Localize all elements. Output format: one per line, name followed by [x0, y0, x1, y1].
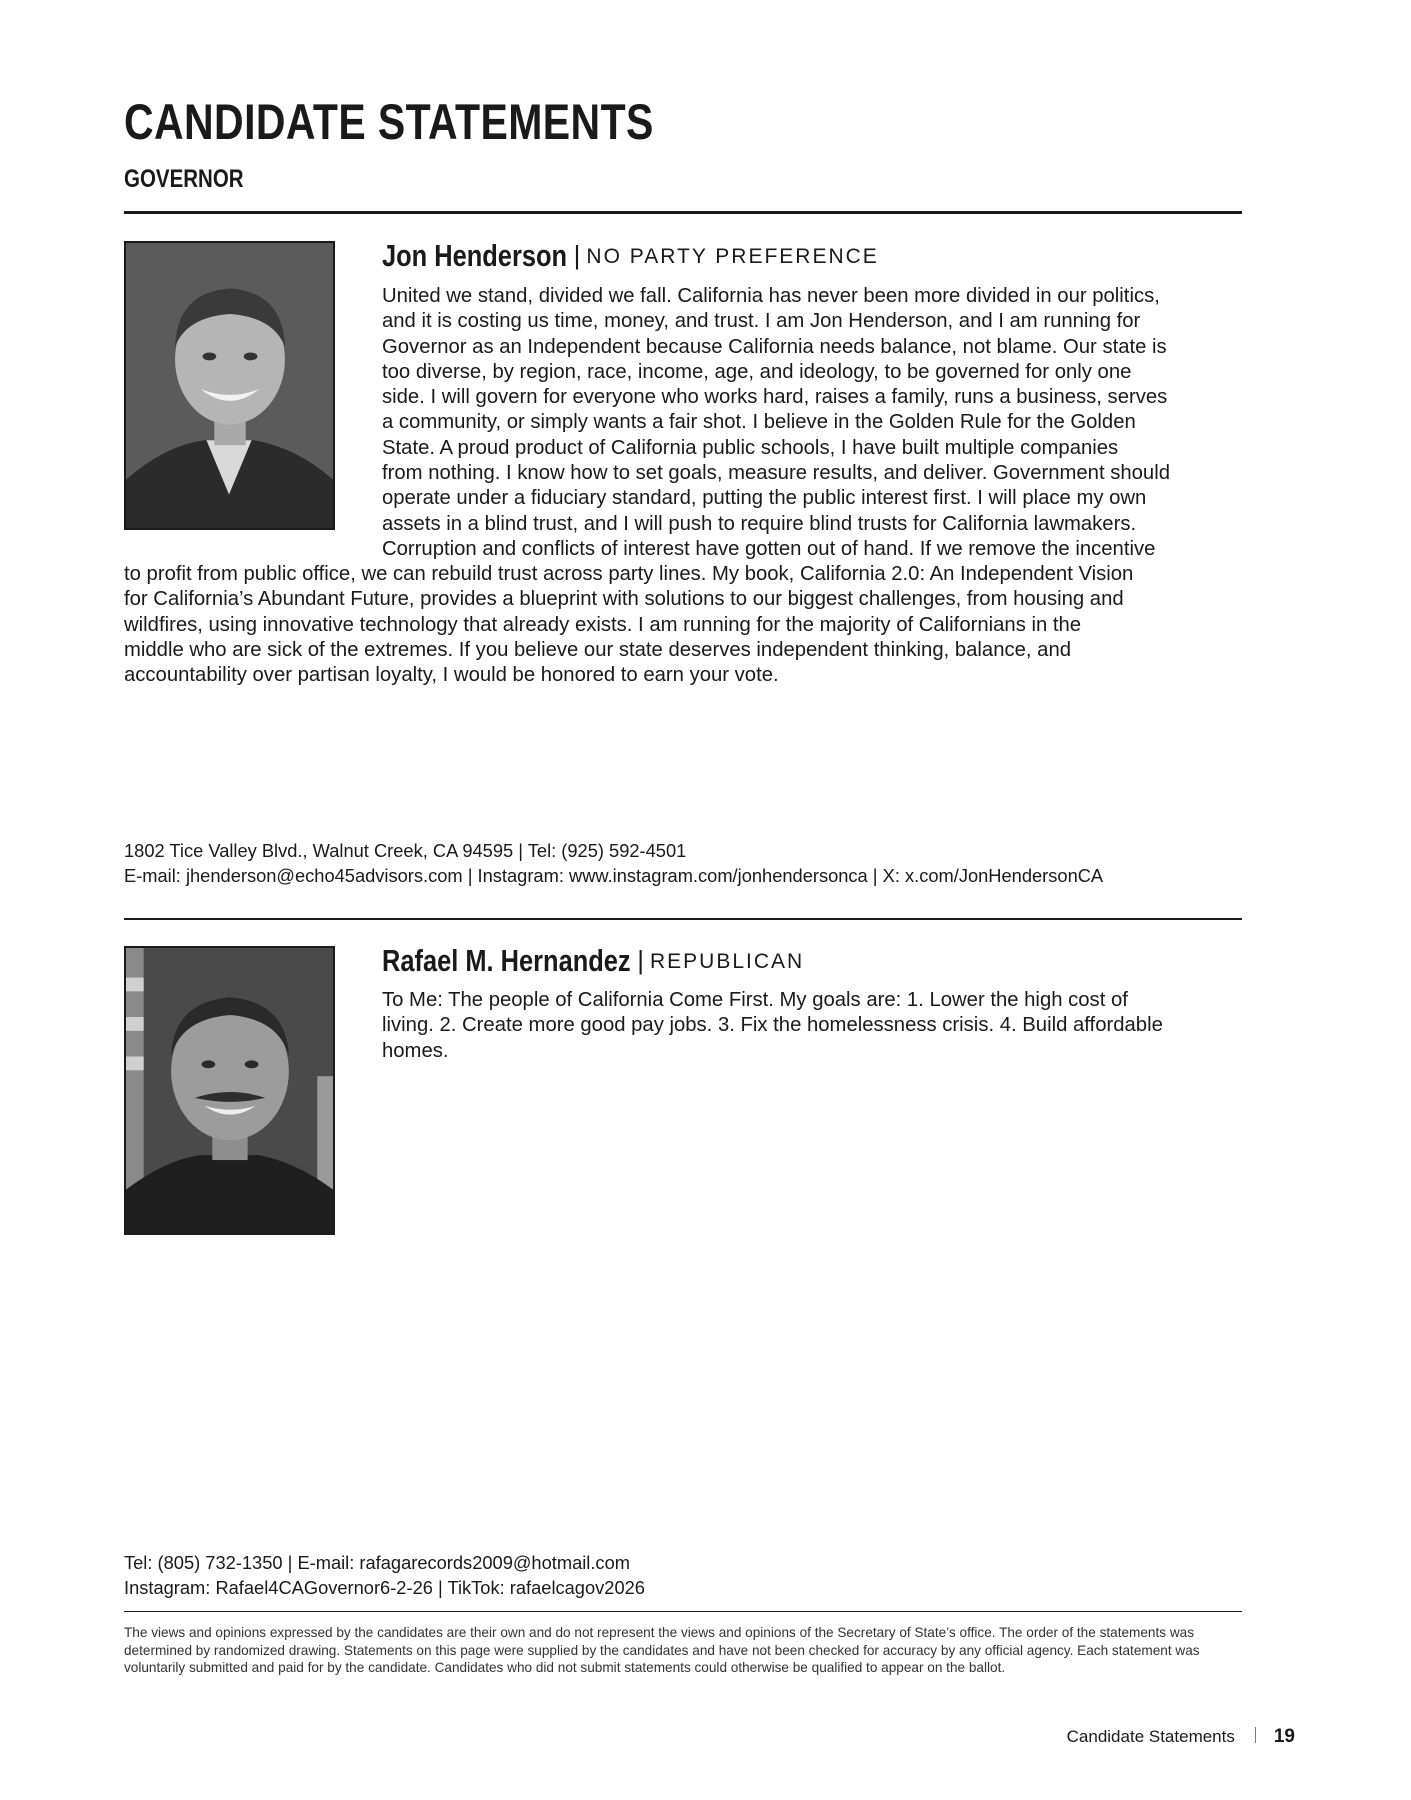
- page-number: 19: [1273, 1726, 1295, 1747]
- statement-line: living. 2. Create more good pay jobs. 3. Fix the homelessness crisis. 4. Build affordable: [382, 1014, 1163, 1037]
- candidate-header-hernandez: [382, 943, 804, 979]
- candidate-party: NO PARTY PREFERENCE: [586, 245, 879, 268]
- statement-line: wildfires, using innovative technology that already exists. I am running for the majority of Californians in the: [124, 613, 1082, 636]
- candidate-name: Jon Henderson: [382, 238, 568, 273]
- statement-line: middle who are sick of the extremes. If you believe our state deserves independent thinking, balance, and: [124, 638, 1072, 661]
- disclaimer-divider: [124, 1611, 1242, 1612]
- candidate-contact-henderson: [124, 838, 1244, 888]
- statement-line: State. A proud product of California public schools, I have built multiple companies: [382, 436, 1119, 459]
- statement-line: operate under a fiduciary standard, putting the public interest first. I will place my own: [382, 487, 1147, 510]
- disclaimer-text: The views and opinions expressed by the candidates are their own and do not represent the views and opinions of the Secretary of State’s office. The order of the statements was determined by randomized drawing. Statements on this page were supplied by the candidates and have not been checked for accuracy by any official agency. Each statement was voluntarily submitted and paid for by the candidate. Candidates who did not submit statements could otherwise be qualified to appear on the ballot.: [124, 1625, 1200, 1675]
- candidate-contact-hernandez: [124, 1550, 1244, 1600]
- statement-line: homes.: [382, 1039, 449, 1062]
- candidate-statement-wrapped: [382, 988, 1252, 1064]
- candidate-party: REPUBLICAN: [649, 950, 805, 973]
- candidate-divider: [124, 918, 1242, 920]
- contact-line: E-mail: jhenderson@echo45advisors.com | Instagram: www.instagram.com/jonhendersonca | X: x.com/JonHendersonCA: [124, 865, 1104, 886]
- statement-line: too diverse, by region, race, income, age, and ideology, to be governed for only one: [382, 360, 1132, 383]
- page-footer: [1067, 1726, 1295, 1748]
- contact-line: Tel: (805) 732-1350 | E-mail: rafagarecords2009@hotmail.com: [124, 1552, 630, 1573]
- statement-line: United we stand, divided we fall. California has never been more divided in our politics,: [382, 285, 1160, 307]
- statement-line: for California’s Abundant Future, provides a blueprint with solutions to our biggest challenges, from housing and: [124, 588, 1124, 611]
- statement-line: assets in a blind trust, and I will push to require blind trusts for California lawmakers.: [382, 512, 1137, 535]
- page-title: CANDIDATE STATEMENTS: [124, 94, 654, 150]
- candidate-statement-full: [124, 562, 1254, 688]
- name-party-separator: |: [637, 945, 644, 975]
- header-divider: [124, 211, 1242, 214]
- candidate-name: Rafael M. Hernandez: [382, 943, 631, 978]
- contact-line: 1802 Tice Valley Blvd., Walnut Creek, CA 94595 | Tel: (925) 592-4501: [124, 840, 687, 861]
- name-party-separator: |: [573, 240, 581, 270]
- candidate-statement-wrapped: [382, 284, 1252, 562]
- footer-separator: [1255, 1727, 1256, 1743]
- statement-line: and it is costing us time, money, and trust. I am Jon Henderson, and I am running for: [382, 310, 1141, 333]
- candidate-photo-hernandez: [124, 946, 335, 1235]
- statement-line: accountability over partisan loyalty, I would be honored to earn your vote.: [124, 664, 779, 687]
- statement-line: To Me: The people of California Come First. My goals are: 1. Lower the high cost of: [382, 989, 1128, 1011]
- page-subtitle: GOVERNOR: [124, 165, 244, 193]
- statement-line: from nothing. I know how to set goals, measure results, and deliver. Government should: [382, 462, 1170, 485]
- candidate-photo-henderson: [124, 241, 335, 530]
- statement-line: Governor as an Independent because California needs balance, not blame. Our state is: [382, 335, 1167, 358]
- contact-line: Instagram: Rafael4CAGovernor6-2-26 | TikTok: rafaelcagov2026: [124, 1577, 645, 1598]
- candidate-header-henderson: [382, 238, 879, 274]
- statement-line: a community, or simply wants a fair shot. I believe in the Golden Rule for the Golden: [382, 411, 1136, 434]
- statement-line: to profit from public office, we can rebuild trust across party lines. My book, California 2.0: An Independent Vision: [124, 563, 1134, 585]
- statement-line: side. I will govern for everyone who works hard, raises a family, runs a business, serves: [382, 386, 1168, 409]
- statement-line: Corruption and conflicts of interest have gotten out of hand. If we remove the incentive: [382, 537, 1156, 560]
- footer-section-label: Candidate Statements: [1066, 1727, 1235, 1746]
